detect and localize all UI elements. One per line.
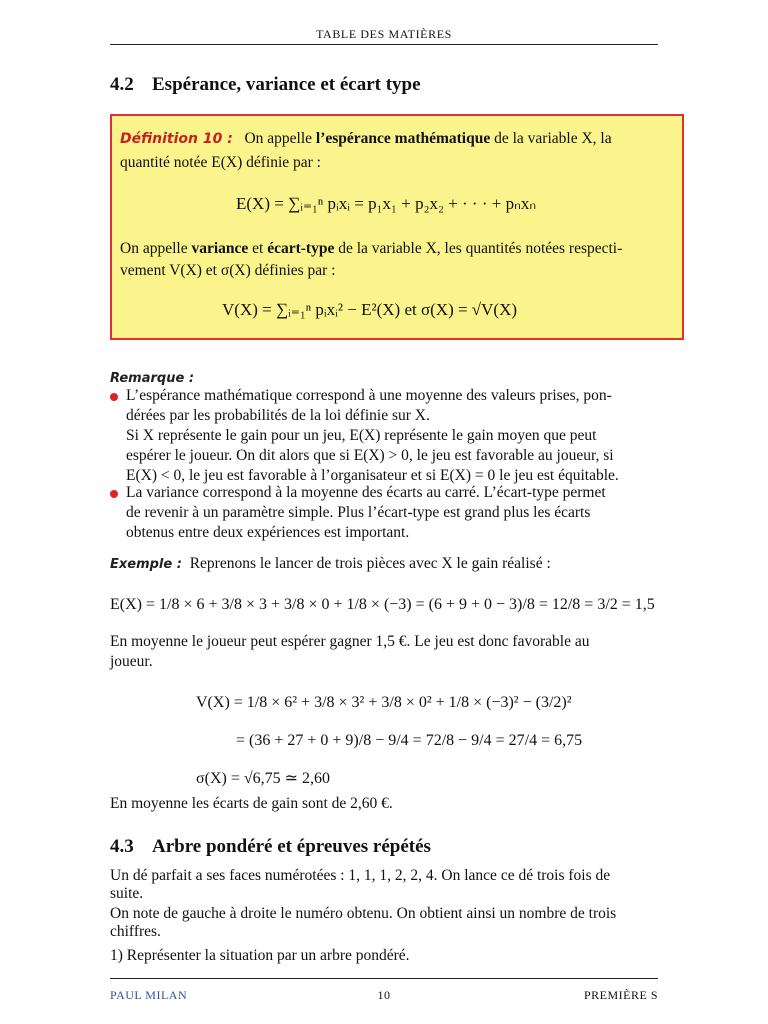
remarque-bullet-1-line-3: Si X représente le gain pour un jeu, E(X) représente le gain moyen que peut [126, 427, 597, 444]
header-rule [110, 44, 658, 45]
sigma-calculation: σ(X) = √6,75 ≃ 2,60 [196, 770, 331, 787]
exemple-text-1-line-2: joueur. [110, 653, 153, 670]
footer-author: PAUL MILAN [110, 988, 188, 1002]
remarque-bullet-1-line-5: E(X) < 0, le jeu est favorable à l’organisateur et si E(X) = 0 le jeu est équitable. [126, 467, 619, 484]
variance-formula: V(X) = ∑ᵢ₌₁ⁿ pᵢxᵢ² − E²(X) et σ(X) = √V(X) [222, 300, 518, 319]
remarque-bullet-2-line-3: obtenus entre deux expériences est important. [126, 524, 410, 541]
definition-text: On appelle [120, 240, 192, 257]
section-title-4-2 [110, 74, 421, 96]
exemple-intro-text: Reprenons le lancer de trois pièces avec X le gain réalisé : [189, 555, 551, 572]
remarque-bullet-2-line-1: La variance correspond à la moyenne des écarts au carré. L’écart-type permet [126, 484, 606, 501]
definition-line-3 [120, 240, 622, 258]
definition-term-ecart-type: écart-type [267, 240, 335, 257]
running-header: TABLE DES MATIÈRES [316, 27, 452, 41]
esperance-formula: E(X) = ∑ᵢ₌₁ⁿ pᵢxᵢ = p₁x₁ + p₂x₂ + · · · + pₙxₙ [236, 194, 537, 213]
definition-text: de la variable X, les quantités notées respecti- [334, 240, 623, 257]
remarque-bullet-1-line-1: L’espérance mathématique correspond à une moyenne des valeurs prises, pon- [126, 387, 612, 404]
section-4-3-line-4: chiffres. [110, 923, 161, 940]
section-4-3-line-1: Un dé parfait a ses faces numérotées : 1, 1, 1, 2, 2, 4. On lance ce dé trois fois de [110, 867, 611, 884]
bullet-marker [110, 393, 118, 401]
definition-term-esperance: l’espérance mathématique [315, 130, 491, 147]
section-4-3-line-2: suite. [110, 885, 144, 902]
remarque-bullet-1-line-4: espérer le joueur. On dit alors que si E(X) > 0, le jeu est favorable au joueur, si [126, 447, 614, 464]
remarque-label: Remarque : [110, 371, 195, 386]
section-heading: Arbre pondéré et épreuves répétés [152, 836, 431, 857]
section-title-4-3 [110, 836, 431, 858]
section-4-3-line-5: 1) Représenter la situation par un arbre pondéré. [110, 947, 410, 964]
exemple-text-1-line-1: En moyenne le joueur peut espérer gagner 1,5 €. Le jeu est donc favorable au [110, 633, 590, 650]
section-number: 4.3 [110, 836, 134, 857]
definition-text: et [248, 240, 268, 257]
definition-box [110, 114, 684, 340]
remarque-bullet-2-line-2: de revenir à un paramètre simple. Plus l’écart-type est grand plus les écarts [126, 504, 591, 521]
definition-line-1 [120, 130, 612, 148]
footer-rule [110, 978, 658, 979]
definition-term-variance: variance [191, 240, 249, 257]
footer-class: PREMIÈRE S [583, 988, 658, 1002]
exemple-label: Exemple : [110, 557, 182, 572]
exemple-intro [110, 554, 658, 575]
exemple-text-2: En moyenne les écarts de gain sont de 2,60 €. [110, 795, 393, 812]
definition-text: On appelle [244, 130, 316, 147]
footer-page-number: 10 [377, 988, 391, 1002]
definition-text: de la variable X, la [490, 130, 612, 147]
section-number: 4.2 [110, 74, 134, 95]
variance-calculation-1: V(X) = 1/8 × 6² + 3/8 × 3² + 3/8 × 0² + 1/8 × (−3)² − (3/2)² [196, 694, 572, 711]
variance-calculation-2: = (36 + 27 + 0 + 9)/8 − 9/4 = 72/8 − 9/4 = 27/4 = 6,75 [236, 732, 583, 749]
definition-label: Définition 10 : [120, 131, 233, 147]
section-heading: Espérance, variance et écart type [152, 74, 421, 95]
remarque-bullet-1-line-2: dérées par les probabilités de la loi définie sur X. [126, 407, 430, 424]
section-4-3-line-3: On note de gauche à droite le numéro obtenu. On obtient ainsi un nombre de trois [110, 905, 617, 922]
esperance-calculation: E(X) = 1/8 × 6 + 3/8 × 3 + 3/8 × 0 + 1/8 × (−3) = (6 + 9 + 0 − 3)/8 = 12/8 = 3/2 = 1,5 [110, 596, 655, 613]
definition-line-2: quantité notée E(X) définie par : [120, 154, 321, 171]
definition-line-4: vement V(X) et σ(X) définies par : [120, 262, 336, 279]
bullet-marker [110, 490, 118, 498]
